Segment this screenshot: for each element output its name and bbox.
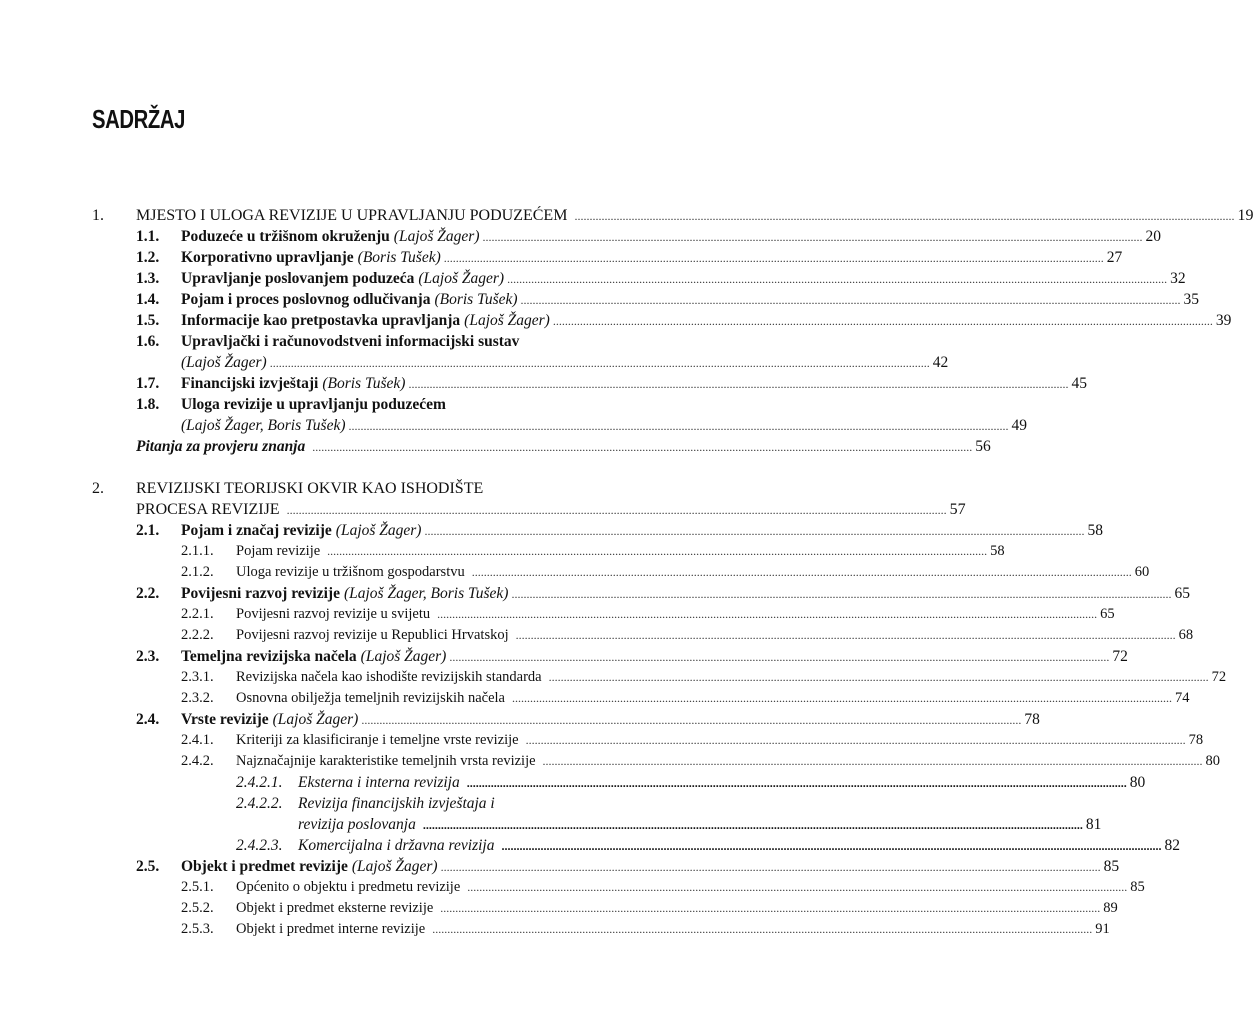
toc-entry	[0, 898, 1118, 919]
toc-entry-number: 1.8.	[136, 396, 160, 413]
toc-entry	[0, 604, 1115, 625]
toc-entry-title: REVIZIJSKI TEORIJSKI OKVIR KAO ISHODIŠTE	[136, 480, 484, 497]
toc-entry-title: revizija poslovanja	[298, 816, 416, 833]
toc-entry	[0, 625, 1194, 646]
dot-leader: ............................................................................................................................................................................................................................	[312, 440, 973, 454]
toc-entry-author: (Lajoš Žager)	[464, 312, 550, 329]
toc-entry	[0, 520, 1103, 541]
toc-entry	[0, 709, 1040, 730]
dot-leader: ............................................................................................................................................................................................................................	[424, 524, 1085, 538]
dot-leader: ............................................................................................................................................................................................................................	[348, 419, 1009, 433]
toc-entry-page: 19	[1237, 207, 1253, 224]
dot-leader: ............................................................................................................................................................................................................................	[482, 230, 1143, 244]
toc-entry-page: 85	[1103, 858, 1120, 875]
toc-entry	[0, 205, 1253, 226]
toc-entry-title: Vrste revizije	[181, 711, 269, 728]
toc-entry-title: Financijski izvještaji	[181, 375, 319, 392]
toc-entry	[0, 268, 1186, 289]
toc-entry-page: 65	[1100, 606, 1115, 622]
toc-entry-page: 39	[1215, 312, 1232, 329]
dot-leader: ............................................................................................................................................................................................................................	[443, 251, 1104, 265]
toc-entry	[0, 688, 1190, 709]
toc-entry-title: Eksterna i interna revizija	[298, 774, 460, 791]
toc-entry-number: 2.4.2.	[181, 753, 214, 769]
toc-entry	[0, 415, 1027, 436]
dot-leader: ............................................................................................................................................................................................................................	[422, 818, 1083, 832]
toc-entry-page: 82	[1164, 837, 1180, 854]
toc-entry	[0, 877, 1145, 898]
toc-entry-number: 1.1.	[136, 228, 160, 245]
toc-entry-page: 81	[1085, 816, 1102, 833]
toc-entry	[0, 373, 1087, 394]
toc-entry-title: Objekt i predmet interne revizije	[236, 921, 426, 937]
toc-entry	[0, 730, 1204, 751]
toc-entry-author: (Lajoš Žager)	[418, 270, 505, 287]
toc-entry-page: 72	[1211, 669, 1227, 685]
dot-leader: ............................................................................................................................................................................................................................	[467, 880, 1128, 894]
toc-entry-author: (Boris Tušek)	[434, 291, 518, 308]
toc-entry-page: 32	[1170, 270, 1186, 287]
dot-leader: ............................................................................................................................................................................................................................	[525, 733, 1186, 747]
toc-entry-number: 2.4.2.3.	[236, 837, 283, 854]
toc-entry-page: 78	[1188, 732, 1204, 748]
dot-leader: ............................................................................................................................................................................................................................	[432, 922, 1093, 936]
toc-entry-number: 2.5.1.	[181, 879, 214, 895]
toc-entry	[0, 226, 1161, 247]
toc-entry	[0, 856, 1120, 877]
toc-entry-title: Objekt i predmet eksterne revizije	[236, 900, 434, 916]
toc-entry-number: 2.3.2.	[181, 690, 214, 706]
toc-entry-number: 2.2.1.	[181, 606, 214, 622]
toc-entry	[0, 394, 768, 415]
dot-leader: ............................................................................................................................................................................................................................	[574, 209, 1235, 223]
toc-entry-number: 1.3.	[136, 270, 160, 287]
dot-leader: ............................................................................................................................................................................................................................	[515, 628, 1176, 642]
toc-entry-title: Pojam i proces poslovnog odlučivanja	[181, 291, 431, 308]
toc-entry-number: 2.4.2.1.	[236, 774, 283, 791]
dot-leader: ............................................................................................................................................................................................................................	[507, 272, 1168, 286]
toc-entry	[0, 247, 1123, 268]
toc-entry-author: (Lajoš Žager)	[351, 858, 438, 875]
toc-entry-author: (Boris Tušek)	[357, 249, 441, 266]
toc-entry	[0, 646, 1128, 667]
toc-entry	[0, 478, 768, 499]
toc-entry-page: 58	[990, 543, 1005, 559]
toc-entry-title: Komercijalna i državna revizija	[298, 837, 495, 854]
toc-entry	[0, 583, 1190, 604]
toc-entry-page: 35	[1183, 291, 1200, 308]
dot-leader: ............................................................................................................................................................................................................................	[327, 544, 988, 558]
toc-entry-number: 2.5.	[136, 858, 160, 875]
page-title: SADRŽAJ	[92, 104, 186, 134]
toc-entry-title: Pojam revizije	[236, 543, 321, 559]
dot-leader: ............................................................................................................................................................................................................................	[408, 377, 1069, 391]
toc-entry-title: Pojam i značaj revizije	[181, 522, 332, 539]
toc-entry	[0, 793, 768, 814]
toc-entry-author: (Lajoš Žager)	[272, 711, 359, 728]
dot-leader: ............................................................................................................................................................................................................................	[548, 670, 1209, 684]
toc-entry-number: 2.4.1.	[181, 732, 214, 748]
toc-entry-title: Povijesni razvoj revizije u svijetu	[236, 606, 431, 622]
toc-entry-title: Poduzeće u tržišnom okruženju	[181, 228, 390, 245]
toc-entry-title: Uloga revizije u tržišnom gospodarstvu	[236, 564, 465, 580]
toc-entry-number: 2.4.2.2.	[236, 795, 283, 812]
toc-entry-number: 2.5.2.	[181, 900, 214, 916]
toc-entry-author: (Lajoš Žager)	[335, 522, 422, 539]
toc-entry-page: 74	[1174, 690, 1190, 706]
toc-entry-number: 2.5.3.	[181, 921, 214, 937]
toc-entry-number: 2.	[92, 480, 104, 497]
toc-entry	[0, 331, 768, 352]
toc-entry-page: 42	[932, 354, 949, 371]
toc-entry-author: (Lajoš Žager)	[393, 228, 480, 245]
toc-entry-author: (Lajoš Žager, Boris Tušek)	[343, 585, 509, 602]
toc-entry-title: Informacije kao pretpostavka upravljanja	[181, 312, 461, 329]
toc-entry-title: Pitanja za provjeru znanja	[136, 438, 306, 455]
toc-entry-page: 49	[1011, 417, 1027, 434]
toc-entry	[0, 289, 1200, 310]
toc-entry-number: 1.	[92, 207, 104, 224]
dot-leader: ............................................................................................................................................................................................................................	[511, 691, 1172, 705]
dot-leader: ............................................................................................................................................................................................................................	[361, 713, 1022, 727]
toc-entry-page: 20	[1145, 228, 1161, 245]
toc-entry-page: 91	[1095, 921, 1110, 937]
toc-entry-title: Povijesni razvoj revizije u Republici Hrvatskoj	[236, 627, 509, 643]
dot-leader: ............................................................................................................................................................................................................................	[520, 293, 1181, 307]
toc-entry-title: Uloga revizije u upravljanju poduzećem	[181, 396, 446, 413]
toc-entry-number: 2.3.	[136, 648, 160, 665]
toc-entry-page: 60	[1134, 564, 1150, 580]
toc-entry-page: 58	[1087, 522, 1103, 539]
toc-entry-number: 1.4.	[136, 291, 160, 308]
toc-entry	[0, 751, 1221, 772]
toc-entry-author: (Lajoš Žager)	[181, 354, 267, 371]
toc-entry	[0, 919, 1110, 940]
toc-entry-page: 89	[1103, 900, 1118, 916]
toc-entry	[0, 667, 1227, 688]
toc-entry-number: 1.5.	[136, 312, 160, 329]
toc-entry-title: Temeljna revizijska načela	[181, 648, 357, 665]
toc-entry-number: 1.6.	[136, 333, 160, 350]
toc-entry-number: 2.2.	[136, 585, 160, 602]
toc-entry-number: 1.7.	[136, 375, 160, 392]
toc-entry-title: Objekt i predmet revizije	[181, 858, 348, 875]
toc-entry-title: Korporativno upravljanje	[181, 249, 354, 266]
toc-entry-number: 2.4.	[136, 711, 160, 728]
toc-entry-number: 2.1.1.	[181, 543, 214, 559]
toc-entry-title: Upravljački i računovodstveni informacijski sustav	[181, 333, 520, 350]
toc-entry-title: Revizijska načela kao ishodište revizijskih standarda	[236, 669, 542, 685]
toc-entry-title: Upravljanje poslovanjem poduzeća	[181, 270, 415, 287]
toc-entry-number: 2.1.	[136, 522, 160, 539]
toc-entry-page: 78	[1024, 711, 1040, 728]
toc-entry-page: 80	[1205, 753, 1221, 769]
toc-entry	[0, 352, 949, 373]
dot-leader: ............................................................................................................................................................................................................................	[437, 607, 1098, 621]
dot-leader: ............................................................................................................................................................................................................................	[511, 587, 1172, 601]
toc-entry-page: 68	[1178, 627, 1194, 643]
dot-leader: ............................................................................................................................................................................................................................	[542, 754, 1203, 768]
toc-entry	[0, 814, 1102, 835]
toc-entry-page: 57	[949, 501, 966, 518]
toc-entry-page: 56	[975, 438, 991, 455]
toc-entry	[0, 835, 1180, 856]
toc-entry-author: (Boris Tušek)	[322, 375, 406, 392]
toc-entry-title: Najznačajnije karakteristike temeljnih vrsta revizije	[236, 753, 536, 769]
toc-entry-page: 45	[1071, 375, 1087, 392]
dot-leader: ............................................................................................................................................................................................................................	[440, 860, 1101, 874]
toc-entry-title: Kriteriji za klasificiranje i temeljne vrste revizije	[236, 732, 519, 748]
toc-entry-page: 27	[1106, 249, 1123, 266]
toc-entry-title: Osnovna obilježja temeljnih revizijskih načela	[236, 690, 505, 706]
dot-leader: ............................................................................................................................................................................................................................	[269, 356, 930, 370]
dot-leader: ............................................................................................................................................................................................................................	[501, 839, 1162, 853]
toc-entry	[0, 310, 1232, 331]
dot-leader: ............................................................................................................................................................................................................................	[471, 565, 1132, 579]
toc-entry	[0, 772, 1146, 793]
toc-entry-page: 85	[1130, 879, 1145, 895]
toc-entry-page: 72	[1112, 648, 1128, 665]
toc-entry-number: 2.1.2.	[181, 564, 214, 580]
dot-leader: ............................................................................................................................................................................................................................	[449, 650, 1110, 664]
toc-entry-number: 2.3.1.	[181, 669, 214, 685]
toc-entry-title: Općenito o objektu i predmetu revizije	[236, 879, 461, 895]
dot-leader: ............................................................................................................................................................................................................................	[286, 503, 947, 517]
toc-entry-page: 65	[1174, 585, 1190, 602]
toc-entry-title: PROCESA REVIZIJE	[136, 501, 280, 518]
dot-leader: ............................................................................................................................................................................................................................	[552, 314, 1213, 328]
toc-entry-title: Povijesni razvoj revizije	[181, 585, 340, 602]
toc-entry-title: MJESTO I ULOGA REVIZIJE U UPRAVLJANJU PODUZEĆEM	[136, 207, 568, 224]
toc-entry-number: 2.2.2.	[181, 627, 214, 643]
toc-entry-author: (Lajoš Žager)	[360, 648, 447, 665]
toc-entry-number: 1.2.	[136, 249, 160, 266]
toc-entry	[0, 541, 1005, 562]
dot-leader: ............................................................................................................................................................................................................................	[466, 776, 1127, 790]
toc-entry	[0, 436, 991, 457]
toc-entry	[0, 562, 1150, 583]
toc-entry-author: (Lajoš Žager, Boris Tušek)	[181, 417, 346, 434]
toc-entry	[0, 499, 966, 520]
toc-entry-page: 80	[1129, 774, 1146, 791]
dot-leader: ............................................................................................................................................................................................................................	[440, 901, 1101, 915]
toc-entry-title: Revizija financijskih izvještaja i	[298, 795, 495, 812]
